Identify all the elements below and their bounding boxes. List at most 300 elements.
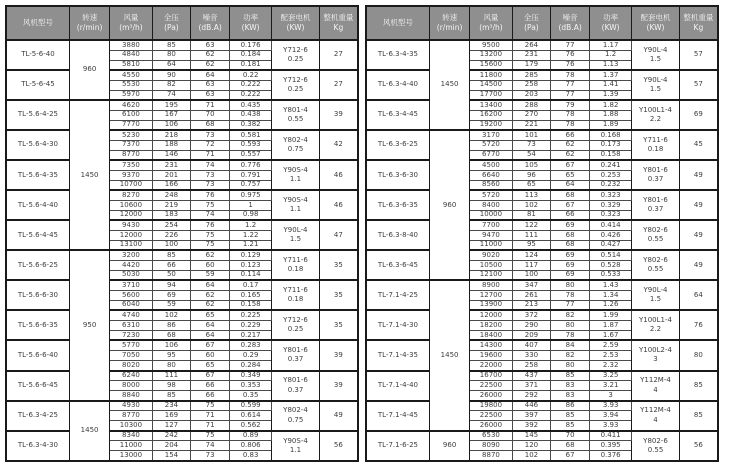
pressure-cell: 127: [152, 421, 191, 431]
motor-model: Y100L1-4: [639, 106, 672, 115]
power-cell: 1.89: [590, 120, 632, 130]
power-cell: 1.88: [590, 110, 632, 120]
noise-cell: 62: [191, 50, 230, 60]
pressure-cell: 221: [512, 120, 551, 130]
airflow-cell: 5030: [110, 270, 152, 280]
motor-model: Y90L-4: [283, 226, 308, 235]
data-row: [366, 100, 718, 110]
pressure-cell: 81: [512, 210, 551, 220]
pressure-cell: 264: [512, 40, 551, 50]
fan-spec-table: [365, 5, 719, 462]
column-header-line1: 风机型号: [22, 17, 53, 27]
airflow-cell: 12000: [110, 230, 152, 240]
pressure-cell: 254: [152, 220, 191, 230]
pressure-cell: 95: [512, 240, 551, 250]
airflow-cell: 5530: [110, 80, 152, 90]
fan-model-cell: TL-6.3-6-30: [366, 160, 429, 190]
airflow-cell: 11800: [470, 70, 512, 80]
noise-cell: 78: [551, 110, 590, 120]
speed-cell: 1450: [429, 40, 469, 130]
pressure-cell: 231: [152, 160, 191, 170]
pressure-cell: 66: [152, 260, 191, 270]
pressure-cell: 74: [152, 90, 191, 100]
motor-power: 0.55: [647, 265, 664, 274]
power-cell: 0.232: [590, 180, 632, 190]
fan-model-cell: TL-7.1-4-35: [366, 340, 429, 370]
noise-cell: 67: [551, 451, 590, 461]
power-cell: 0.181: [230, 60, 272, 70]
power-cell: 0.83: [230, 451, 272, 461]
noise-cell: 75: [191, 401, 230, 411]
noise-cell: 73: [191, 180, 230, 190]
column-header-line1: 全压: [163, 12, 179, 22]
pressure-cell: 105: [512, 160, 551, 170]
data-row: [6, 371, 358, 381]
pressure-cell: 65: [512, 180, 551, 190]
noise-cell: 80: [551, 320, 590, 330]
pressure-cell: 68: [152, 330, 191, 340]
airflow-cell: 6240: [110, 371, 152, 381]
motor-model: Y112M-4: [640, 376, 671, 385]
power-cell: 2.53: [590, 350, 632, 360]
column-header-line1: 风量: [123, 12, 139, 22]
noise-cell: 82: [551, 310, 590, 320]
weight-cell: 49: [679, 250, 718, 280]
noise-cell: 67: [191, 340, 230, 350]
pressure-cell: 111: [512, 230, 551, 240]
column-header-0: [6, 6, 69, 40]
power-cell: 1: [230, 200, 272, 210]
noise-cell: 70: [551, 431, 590, 441]
power-cell: 0.435: [230, 100, 272, 110]
weight-cell: 39: [319, 371, 358, 401]
header-row: [6, 6, 358, 40]
weight-cell: 42: [319, 130, 358, 160]
pressure-cell: 85: [152, 250, 191, 260]
motor-cell: [272, 401, 320, 431]
power-cell: 0.17: [230, 280, 272, 290]
motor-cell: [272, 431, 320, 461]
pressure-cell: 179: [512, 60, 551, 70]
motor-model: Y802-4: [283, 136, 308, 145]
speed-cell: 1450: [429, 280, 469, 430]
pressure-cell: 209: [512, 330, 551, 340]
spec-table-right-panel: [365, 5, 719, 468]
noise-cell: 63: [191, 90, 230, 100]
column-header-7: [679, 6, 718, 40]
data-row: [6, 100, 358, 110]
data-row: [366, 371, 718, 381]
column-header-line1: 转速: [82, 12, 98, 22]
fan-model-cell: TL-5-6-45: [6, 70, 69, 100]
motor-model: Y711-6: [283, 286, 308, 295]
noise-cell: 66: [191, 391, 230, 401]
data-row: [6, 280, 358, 290]
noise-cell: 85: [551, 371, 590, 381]
motor-cell: [272, 40, 320, 70]
data-row: [366, 130, 718, 140]
motor-model: Y802-4: [283, 406, 308, 415]
noise-cell: 78: [551, 290, 590, 300]
spec-table-left-panel: [5, 5, 359, 468]
speed-cell: 960: [69, 40, 109, 100]
airflow-cell: 8840: [110, 391, 152, 401]
noise-cell: 75: [191, 240, 230, 250]
airflow-cell: 10700: [110, 180, 152, 190]
motor-power: 1.1: [289, 205, 302, 214]
pressure-cell: 80: [152, 361, 191, 371]
fan-model-cell: TL-6.3-6-25: [366, 130, 429, 160]
pressure-cell: 407: [512, 340, 551, 350]
motor-cell: [632, 431, 680, 461]
column-header-line1: 整机重量: [683, 12, 714, 22]
data-row: [366, 70, 718, 80]
airflow-cell: 9470: [470, 230, 512, 240]
motor-power: 0.37: [287, 385, 304, 394]
noise-cell: 69: [551, 220, 590, 230]
data-row: [366, 401, 718, 411]
noise-cell: 82: [551, 350, 590, 360]
column-header-line2: (Pa): [164, 23, 179, 32]
fan-model-cell: TL-5.6-4-45: [6, 220, 69, 250]
motor-model: Y711-6: [643, 136, 668, 145]
airflow-cell: 22500: [470, 381, 512, 391]
column-header-line2: (KW): [601, 23, 620, 32]
airflow-cell: 5720: [470, 140, 512, 150]
weight-cell: 80: [679, 340, 718, 370]
noise-cell: 78: [551, 70, 590, 80]
column-header-line2: (dB.A): [558, 23, 582, 32]
pressure-cell: 85: [152, 391, 191, 401]
power-cell: 3.21: [590, 381, 632, 391]
power-cell: 0.975: [230, 190, 272, 200]
motor-power: 0.75: [287, 145, 304, 154]
power-cell: 0.395: [590, 441, 632, 451]
column-header-line1: 配套电机: [280, 12, 311, 22]
power-cell: 0.158: [230, 300, 272, 310]
data-row: [6, 160, 358, 170]
power-cell: 1.99: [590, 310, 632, 320]
motor-power: 0.37: [647, 205, 664, 214]
power-cell: 0.222: [230, 80, 272, 90]
airflow-cell: 19800: [470, 401, 512, 411]
power-cell: 1.39: [590, 90, 632, 100]
airflow-cell: 8900: [470, 280, 512, 290]
column-header-line1: 噪音: [202, 12, 218, 22]
pressure-cell: 258: [512, 361, 551, 371]
column-header-5: [590, 6, 632, 40]
motor-model: Y100L1-4: [639, 316, 672, 325]
pressure-cell: 122: [512, 220, 551, 230]
noise-cell: 75: [191, 230, 230, 240]
speed-cell: 960: [429, 130, 469, 280]
power-cell: 0.614: [230, 411, 272, 421]
noise-cell: 76: [551, 60, 590, 70]
column-header-line1: 整机重量: [323, 12, 354, 22]
pressure-cell: 290: [512, 320, 551, 330]
fan-model-cell: TL-7.1-4-45: [366, 401, 429, 431]
column-header-0: [366, 6, 429, 40]
power-cell: 0.426: [590, 230, 632, 240]
power-cell: 3.93: [590, 421, 632, 431]
pressure-cell: 100: [152, 240, 191, 250]
airflow-cell: 8000: [110, 381, 152, 391]
column-header-7: [319, 6, 358, 40]
pressure-cell: 347: [512, 280, 551, 290]
pressure-cell: 106: [152, 120, 191, 130]
weight-cell: 56: [319, 431, 358, 461]
pressure-cell: 154: [152, 451, 191, 461]
noise-cell: 65: [551, 170, 590, 180]
power-cell: 3: [590, 391, 632, 401]
motor-cell: [272, 220, 320, 250]
airflow-cell: 8560: [470, 180, 512, 190]
motor-model: Y90S-4: [283, 436, 308, 445]
pressure-cell: 201: [152, 170, 191, 180]
motor-model: Y712-6: [283, 316, 308, 325]
column-header-line2: (dB.A): [198, 23, 222, 32]
noise-cell: 76: [191, 220, 230, 230]
motor-cell: [632, 160, 680, 190]
fan-model-cell: TL-5.6-4-40: [6, 190, 69, 220]
noise-cell: 71: [191, 150, 230, 160]
airflow-cell: 8270: [110, 190, 152, 200]
power-cell: 0.349: [230, 371, 272, 381]
motor-power: 0.37: [287, 355, 304, 364]
noise-cell: 76: [551, 50, 590, 60]
power-cell: 0.225: [230, 310, 272, 320]
power-cell: 0.98: [230, 210, 272, 220]
power-cell: 1.2: [590, 50, 632, 60]
pressure-cell: 102: [152, 310, 191, 320]
airflow-cell: 6100: [110, 110, 152, 120]
motor-model: Y802-6: [643, 436, 668, 445]
motor-cell: [632, 220, 680, 250]
power-cell: 0.757: [230, 180, 272, 190]
pressure-cell: 85: [152, 40, 191, 50]
pressure-cell: 204: [152, 441, 191, 451]
motor-cell: [272, 250, 320, 280]
airflow-cell: 18200: [470, 320, 512, 330]
power-cell: 1.26: [590, 300, 632, 310]
fan-model-cell: TL-7.1-6-25: [366, 431, 429, 461]
power-cell: 0.593: [230, 140, 272, 150]
airflow-cell: 6040: [110, 300, 152, 310]
airflow-cell: 10000: [470, 210, 512, 220]
motor-power: 0.37: [647, 175, 664, 184]
noise-cell: 71: [191, 421, 230, 431]
pressure-cell: 169: [152, 411, 191, 421]
airflow-cell: 18400: [470, 330, 512, 340]
airflow-cell: 11000: [110, 441, 152, 451]
data-row: [6, 70, 358, 80]
pressure-cell: 95: [152, 350, 191, 360]
motor-cell: [272, 280, 320, 310]
data-row: [6, 190, 358, 200]
noise-cell: 73: [191, 170, 230, 180]
power-cell: 1.87: [590, 320, 632, 330]
fan-model-cell: TL-5.6-6-45: [6, 371, 69, 401]
power-cell: 1.37: [590, 70, 632, 80]
motor-model: Y802-6: [643, 256, 668, 265]
airflow-cell: 22500: [470, 411, 512, 421]
weight-cell: 35: [319, 280, 358, 310]
motor-cell: [632, 40, 680, 70]
weight-cell: 27: [319, 40, 358, 70]
airflow-cell: 9430: [110, 220, 152, 230]
fan-model-cell: TL-5.6-4-25: [6, 100, 69, 130]
noise-cell: 68: [551, 190, 590, 200]
power-cell: 2.59: [590, 340, 632, 350]
column-header-line2: Kg: [693, 23, 704, 32]
pressure-cell: 73: [512, 140, 551, 150]
data-row: [6, 431, 358, 441]
pressure-cell: 100: [512, 270, 551, 280]
power-cell: 1.13: [590, 60, 632, 70]
column-header-line2: (KW): [241, 23, 260, 32]
power-cell: 0.114: [230, 270, 272, 280]
column-header-4: [551, 6, 590, 40]
power-cell: 0.284: [230, 361, 272, 371]
pressure-cell: 80: [152, 50, 191, 60]
airflow-cell: 13400: [470, 100, 512, 110]
noise-cell: 74: [191, 441, 230, 451]
noise-cell: 77: [551, 40, 590, 50]
power-cell: 1.22: [230, 230, 272, 240]
column-header-2: [470, 6, 512, 40]
motor-model: Y712-6: [283, 45, 308, 54]
power-cell: 0.514: [590, 250, 632, 260]
fan-model-cell: TL-5.6-6-25: [6, 250, 69, 280]
column-header-4: [191, 6, 230, 40]
airflow-cell: 5600: [110, 290, 152, 300]
noise-cell: 83: [551, 391, 590, 401]
noise-cell: 85: [551, 411, 590, 421]
airflow-cell: 8870: [470, 451, 512, 461]
pressure-cell: 258: [512, 80, 551, 90]
power-cell: 0.158: [590, 150, 632, 160]
column-header-5: [230, 6, 272, 40]
pressure-cell: 183: [152, 210, 191, 220]
power-cell: 0.438: [230, 110, 272, 120]
motor-model: Y711-6: [283, 256, 308, 265]
airflow-cell: 12000: [470, 310, 512, 320]
fan-model-cell: TL-5-6-40: [6, 40, 69, 70]
power-cell: 3.93: [590, 401, 632, 411]
motor-model: Y90L-4: [643, 286, 668, 295]
speed-cell: 1450: [69, 401, 109, 461]
data-row: [366, 340, 718, 350]
power-cell: 0.581: [230, 130, 272, 140]
airflow-cell: 26000: [470, 421, 512, 431]
pressure-cell: 397: [512, 411, 551, 421]
fan-model-cell: TL-6.3-6-35: [366, 190, 429, 220]
motor-power: 0.18: [287, 295, 304, 304]
weight-cell: 46: [319, 160, 358, 190]
power-cell: 0.173: [590, 140, 632, 150]
motor-power: 2.2: [649, 325, 662, 334]
airflow-cell: 6530: [470, 431, 512, 441]
power-cell: 0.528: [590, 260, 632, 270]
noise-cell: 69: [551, 270, 590, 280]
pressure-cell: 226: [152, 230, 191, 240]
power-cell: 1.43: [590, 280, 632, 290]
motor-cell: [272, 70, 320, 100]
power-cell: 0.165: [230, 290, 272, 300]
speed-cell: 960: [429, 431, 469, 461]
fan-model-cell: TL-6.3-4-40: [366, 70, 429, 100]
motor-power: 4: [653, 385, 658, 394]
pressure-cell: 219: [152, 200, 191, 210]
noise-cell: 85: [551, 421, 590, 431]
motor-cell: [632, 371, 680, 401]
motor-cell: [632, 190, 680, 220]
pressure-cell: 113: [512, 190, 551, 200]
data-row: [366, 190, 718, 200]
noise-cell: 76: [191, 190, 230, 200]
power-cell: 0.253: [590, 170, 632, 180]
motor-power: 3: [653, 355, 658, 364]
power-cell: 0.791: [230, 170, 272, 180]
fan-model-cell: TL-5.6-4-30: [6, 130, 69, 160]
column-header-line2: (m³/h): [119, 23, 143, 32]
motor-power: 0.55: [647, 235, 664, 244]
motor-cell: [632, 100, 680, 130]
noise-cell: 62: [551, 150, 590, 160]
airflow-cell: 9020: [470, 250, 512, 260]
column-header-line2: (m³/h): [479, 23, 503, 32]
fan-model-cell: TL-6.3-4-35: [366, 40, 429, 70]
noise-cell: 60: [191, 350, 230, 360]
motor-power: 1.5: [649, 55, 662, 64]
power-cell: 1.41: [590, 80, 632, 90]
pressure-cell: 64: [152, 60, 191, 70]
airflow-cell: 16200: [470, 110, 512, 120]
airflow-cell: 13900: [470, 300, 512, 310]
pressure-cell: 98: [152, 381, 191, 391]
noise-cell: 78: [551, 330, 590, 340]
pressure-cell: 96: [512, 170, 551, 180]
airflow-cell: 10600: [110, 200, 152, 210]
pressure-cell: 166: [152, 180, 191, 190]
column-header-line2: (r/min): [76, 23, 103, 32]
noise-cell: 79: [551, 100, 590, 110]
data-row: [366, 220, 718, 230]
pressure-cell: 111: [152, 371, 191, 381]
airflow-cell: 13200: [470, 50, 512, 60]
airflow-cell: 5720: [470, 190, 512, 200]
noise-cell: 80: [551, 361, 590, 371]
fan-model-cell: TL-6.3-6-45: [366, 250, 429, 280]
airflow-cell: 9500: [470, 40, 512, 50]
weight-cell: 49: [319, 401, 358, 431]
fan-model-cell: TL-7.1-4-30: [366, 310, 429, 340]
noise-cell: 64: [191, 320, 230, 330]
motor-cell: [632, 130, 680, 160]
power-cell: 0.414: [590, 220, 632, 230]
pressure-cell: 203: [512, 90, 551, 100]
column-header-line2: (Pa): [524, 23, 539, 32]
data-row: [6, 340, 358, 350]
column-header-line2: (KW): [286, 23, 305, 32]
pressure-cell: 188: [152, 140, 191, 150]
pressure-cell: 270: [512, 110, 551, 120]
power-cell: 0.323: [590, 190, 632, 200]
airflow-cell: 12000: [110, 210, 152, 220]
airflow-cell: 5810: [110, 60, 152, 70]
weight-cell: 39: [319, 340, 358, 370]
data-row: [366, 310, 718, 320]
